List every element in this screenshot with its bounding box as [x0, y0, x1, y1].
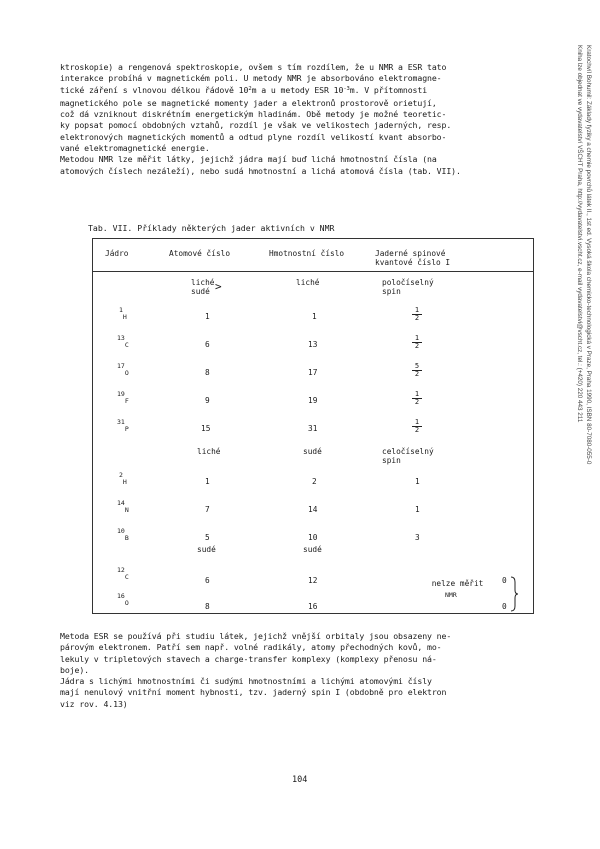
top-paragraph [60, 62, 538, 177]
nuclide-symbol: $^{31}_P$ [117, 418, 129, 433]
side-note [556, 45, 592, 605]
text-line: což dá vzniknout diskrétním energetickým hladinám. Obě metody je možné teoretic- [60, 109, 447, 120]
group3-mass: sudé [303, 545, 322, 554]
header-nucleus: Jádro [105, 249, 129, 258]
group1-mass: liché [296, 278, 320, 287]
text-segment: m a u metody ESR 10 [251, 84, 344, 95]
atomic-number-cell: 6 [205, 576, 210, 585]
side-note-ordering: Kniha lze objednat ve vydavatelství VŠCHT Praha, http://vydavatelstvi.vscht.cz, e-mail vydavatelstvi@vscht.cz, tel.: (+420) 220 443 211 [576, 45, 584, 423]
nuclide-symbol: $^{19}_F$ [117, 390, 129, 405]
group2-spin-line2: spin [382, 456, 401, 465]
table-caption: Tab. VII. Příklady některých jader aktivních v NMR [88, 223, 335, 233]
text-line-with-exponents [60, 85, 538, 98]
text-segment: tické záření s vlnovou délkou řádově 10 [60, 84, 249, 95]
spin-cell: 1 [415, 505, 420, 514]
text-line: mají nenulový vnitřní moment hybnosti, tzv. jaderný spin I (obdobně pro elektron [60, 687, 447, 698]
group2-atomic: liché [197, 447, 221, 456]
header-spin-line2: kvantové číslo I [375, 258, 451, 267]
spin-fraction: $\frac{1}{2}$ [412, 391, 422, 406]
text-segment: m. V přítomnosti [349, 84, 428, 95]
spin-fraction: $\frac{1}{2}$ [412, 307, 422, 322]
mass-number-cell: 13 [308, 340, 318, 349]
mass-number-cell: 12 [308, 576, 318, 585]
group3-atomic: sudé [197, 545, 216, 554]
nuclei-table [92, 238, 534, 614]
text-line: Jádra s lichými hmotnostními či sudými hmotnostními a lichými atomovými čísly [60, 676, 432, 687]
group1-spin-line2: spin [382, 287, 401, 296]
atomic-number-cell: 15 [201, 424, 211, 433]
spin-fraction: $\frac{1}{2}$ [412, 419, 422, 434]
page-number: 104 [292, 775, 308, 785]
header-atomic-number: Atomové číslo [169, 249, 231, 258]
text-line: Metoda ESR se používá při studiu látek, jejichž vnější orbitaly jsou obsazeny ne- [60, 631, 452, 641]
nuclide-symbol: $^{14}_N$ [117, 499, 129, 514]
text-line: párovým elektronem. Patří sem např. volné radikály, atomy přechodných kovů, mo- [60, 642, 442, 653]
text-line: boje). [60, 664, 89, 675]
right-brace-icon [510, 576, 518, 612]
text-line: lekuly v tripletových stavech a charge-transfer komplexy (komplexy přenosu ná- [60, 653, 437, 664]
spin-cell: 3 [415, 533, 420, 542]
group1-spin-line1: poločíselný [382, 278, 434, 287]
atomic-number-cell: 7 [205, 505, 210, 514]
group1-atomic-odd: liché [191, 278, 215, 287]
exponent: 2 [248, 85, 252, 92]
atomic-number-cell: 8 [205, 602, 210, 611]
nuclide-symbol: $^{10}_B$ [117, 527, 129, 542]
atomic-number-cell: 8 [205, 368, 210, 377]
group2-mass: sudé [303, 447, 322, 456]
atomic-number-cell: 9 [205, 396, 210, 405]
spin-fraction: $\frac{1}{2}$ [412, 335, 422, 350]
atomic-number-cell: 5 [205, 533, 210, 542]
nuclide-symbol: $^{13}_C$ [117, 334, 129, 349]
text-line: ktroskopie) a rengenová spektroskopie, ovšem s tím rozdílem, že u NMR a ESR tato [60, 62, 447, 72]
spin-cell: 1 [415, 477, 420, 486]
text-line: atomových číslech nezáleží), nebo sudá hmotnostní a lichá atomová čísla (tab. VII). [60, 165, 461, 176]
nuclide-symbol: $^{17}_O$ [117, 362, 129, 377]
atomic-number-cell: 1 [205, 477, 210, 486]
text-line: interakce probíhá v magnetickém poli. U metody NMR je absorbováno elektromagne- [60, 73, 442, 84]
spin-fraction: $\frac{5}{2}$ [412, 363, 422, 378]
atomic-number-cell: 1 [205, 312, 210, 321]
mass-number-cell: 2 [312, 477, 317, 486]
text-line: ky popsat pomocí obdobných vztahů, rozdíl je však ve velikostech jaderných, resp. [60, 120, 452, 131]
nuclide-symbol: $^{16}_O$ [117, 592, 129, 607]
greater-than-sign: > [215, 280, 222, 293]
mass-number-cell: 16 [308, 602, 318, 611]
bottom-paragraph [60, 631, 535, 710]
mass-number-cell: 19 [308, 396, 318, 405]
nuclide-symbol: $^{12}_C$ [117, 566, 129, 581]
mass-number-cell: 17 [308, 368, 318, 377]
group1-atomic-even: sudé [191, 287, 210, 296]
nuclide-symbol: $^2_H$ [119, 471, 127, 486]
spin-cell: 0 [502, 602, 507, 611]
exponent: -3 [343, 85, 350, 92]
atomic-number-cell: 6 [205, 340, 210, 349]
header-spin-line1: Jaderné spinové [375, 249, 446, 258]
header-divider [93, 271, 533, 272]
nuclide-symbol: $^1_H$ [119, 306, 127, 321]
mass-number-cell: 14 [308, 505, 318, 514]
spin-cell: 0 [502, 576, 507, 585]
text-line: viz rov. 4.13) [60, 698, 128, 709]
cannot-measure-note: nelze měřit [431, 579, 484, 588]
group2-spin-line1: celočíselný [382, 447, 434, 456]
text-line: vané elektromagnetické energie. [60, 143, 210, 154]
header-mass-number: Hmotnostní číslo [269, 249, 345, 258]
mass-number-cell: 1 [312, 312, 317, 321]
mass-number-cell: 10 [308, 533, 318, 542]
text-line: elektronových magnetických momentů a odtud plyne rozdíl velikostí kvant absorbo- [60, 131, 447, 142]
text-line: Metodou NMR lze měřit látky, jejichž jádra mají buď lichá hmotnostní čísla (na [60, 154, 437, 165]
text-line: magnetického pole se magnetické momenty jader a elektronů prostorově orietují, [60, 97, 437, 108]
side-note-citation: Kratochvíl Bohumil: Základy fyziky a chemie povrchů látek II., 1st ed. Vysoká škola chemicko-technologická v Praze, Praha 1990, ISBN 80-7080-055-0 [585, 45, 592, 465]
cannot-measure-note-method: NMR [445, 591, 457, 599]
mass-number-cell: 31 [308, 424, 318, 433]
